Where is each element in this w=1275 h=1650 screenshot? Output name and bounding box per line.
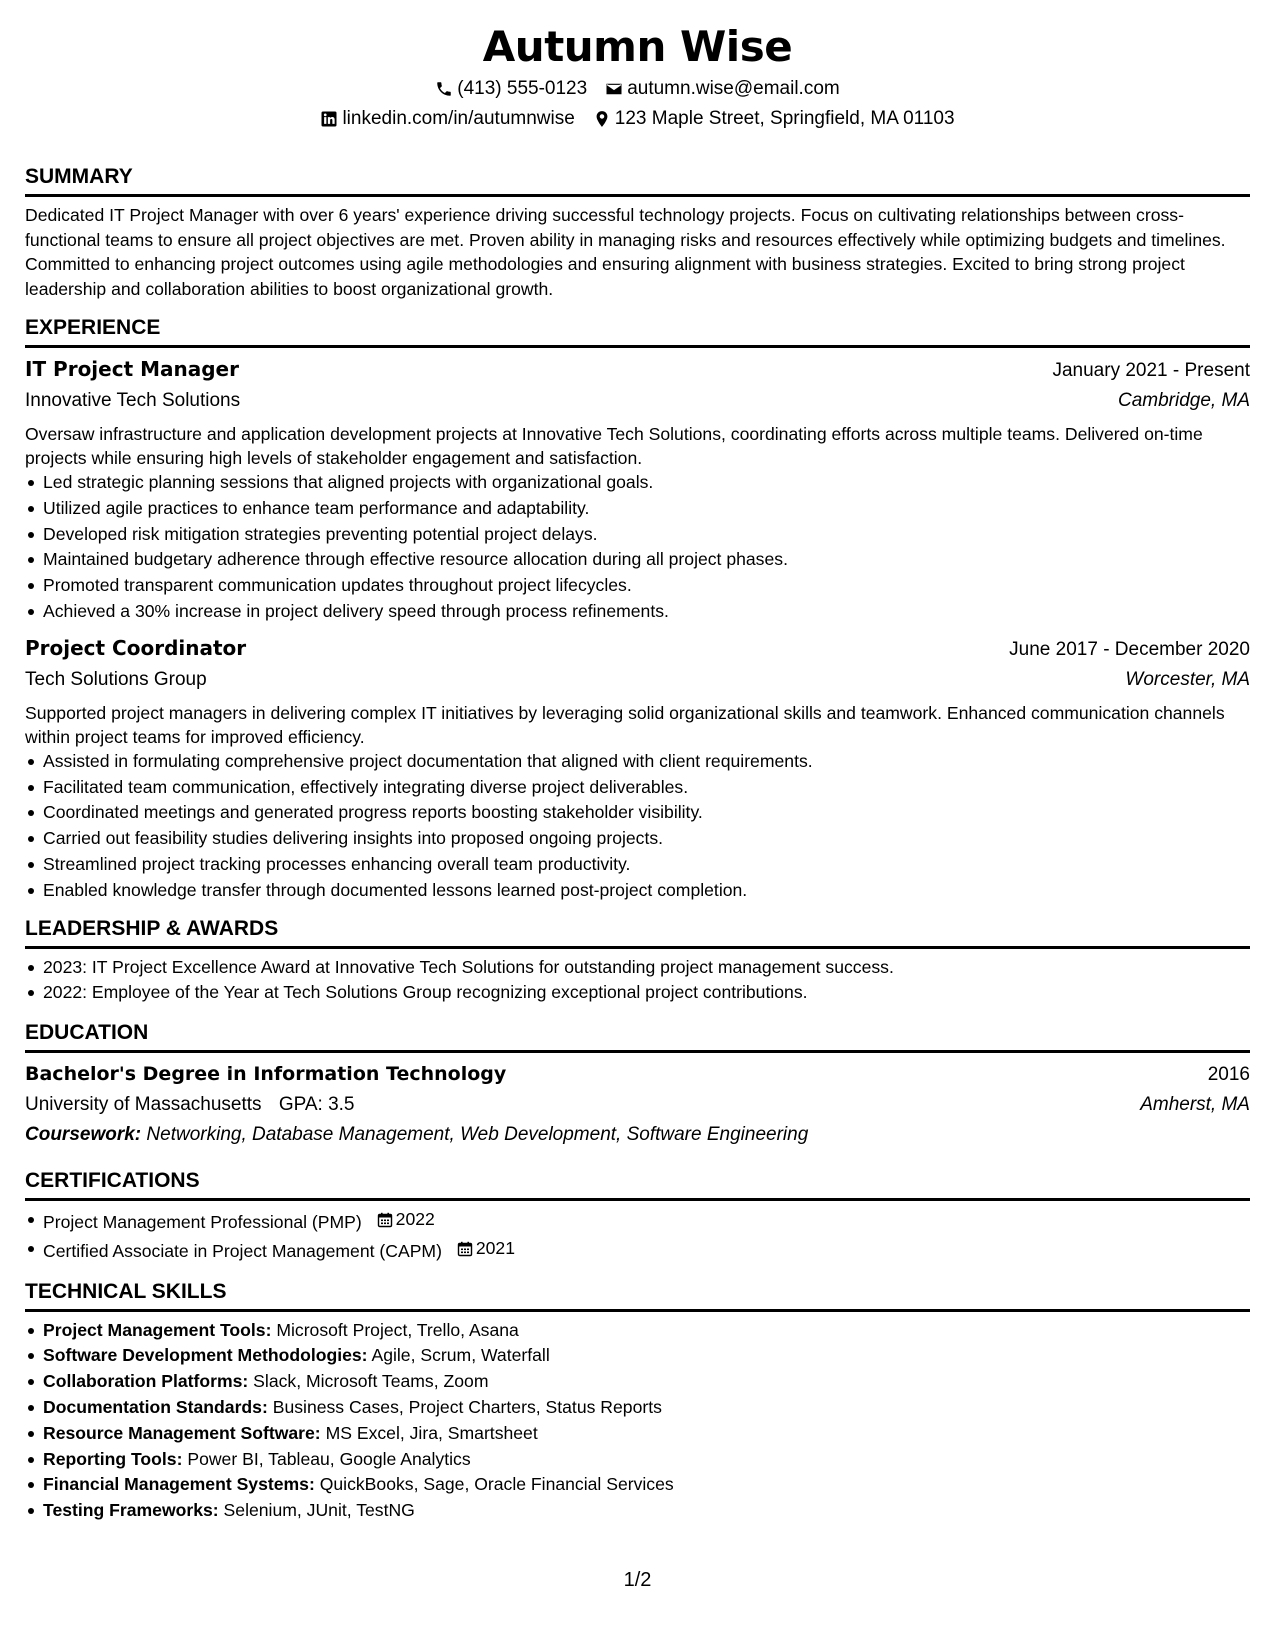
school-location: Amherst, MA [1140,1094,1250,1116]
summary-heading: SUMMARY [25,164,1250,197]
page-number: 1/2 [623,1569,652,1591]
graduation-year: 2016 [1207,1064,1250,1086]
list-item: Facilitated team communication, effectively integrating diverse project deliverables. [43,775,1250,801]
list-item: 2023: IT Project Excellence Award at Innovative Tech Solutions for outstanding project management success. [43,955,1250,981]
contact-row-2 [25,104,1250,134]
school-name: University of Massachusetts [25,1094,262,1116]
list-item [43,1343,1250,1369]
list-item: Promoted transparent communication updates throughout project lifecycles. [43,573,1250,599]
job-bullets [25,470,1250,625]
list-item [43,1207,1250,1236]
job-title-row [25,354,1250,386]
skill-category: Collaboration Platforms: [43,1371,249,1392]
certification-date [457,1236,515,1262]
job-company-row [25,386,1250,416]
list-item [43,1447,1250,1473]
certifications-heading: CERTIFICATIONS [25,1168,1250,1201]
contact-linkedin[interactable] [320,104,574,134]
job-company-row [25,665,1250,695]
job-title-row [25,633,1250,665]
list-item: Carried out feasibility studies delivering insights into proposed ongoing projects. [43,826,1250,852]
job-description: Supported project managers in delivering complex IT initiatives by leveraging solid organizational skills and teamwork. Enhanced communication channels within project teams for improved efficiency. [25,702,1225,747]
resume-page [25,20,1250,1524]
summary-text: Dedicated IT Project Manager with over 6 years' experience driving successful technology projects. Focus on cultivating relationships between cross-functional teams to ensure all project objectives are met. Proven ability in managing risks and resources effectively while optimizing budgets and timelines. Committed to enhancing project outcomes using agile methodologies and ensuring alignment with business strategies. Excited to bring strong project leadership and collaboration abilities to boost organizational growth. [25,205,1226,299]
list-item: Enabled knowledge transfer through documented lessons learned post-project completion. [43,878,1250,904]
degree-name: Bachelor's Degree in Information Technology [25,1063,507,1086]
job-company: Tech Solutions Group [25,668,207,690]
summary-section [25,164,1250,301]
map-marker-icon [593,110,611,128]
job-description: Oversaw infrastructure and application development projects at Innovative Tech Solutions, coordinating efforts across multiple teams. Delivered on-time projects while ensuring high levels of stakeholder engagement and satisfaction. [25,424,1203,468]
awards-heading: LEADERSHIP & AWARDS [25,916,1250,949]
certifications-section [25,1168,1250,1264]
list-item: Achieved a 30% increase in project delivery speed through process refinements. [43,599,1250,625]
certification-name: Project Management Professional (PMP) [43,1212,362,1233]
email-address[interactable]: autumn.wise@email.com [627,78,840,99]
list-item: Streamlined project tracking processes enhancing overall team productivity. [43,852,1250,878]
school-row [25,1090,1250,1120]
list-item [43,1395,1250,1421]
list-item: Led strategic planning sessions that aligned projects with organizational goals. [43,470,1250,496]
skill-category: Resource Management Software: [43,1422,321,1443]
job-title: IT Project Manager [25,357,239,381]
coursework [25,1120,1250,1150]
linkedin-url[interactable]: linkedin.com/in/autumnwise [342,108,575,129]
certification-year: 2021 [475,1237,515,1258]
skill-category: Project Management Tools: [43,1319,272,1340]
job-dates: January 2021 - Present [1052,360,1250,381]
list-item [43,1369,1250,1395]
skills-list [25,1318,1250,1524]
skill-values: Slack, Microsoft Teams, Zoom [253,1371,489,1392]
list-item: Developed risk mitigation strategies preventing potential project delays. [43,522,1250,548]
experience-heading: EXPERIENCE [25,315,1250,348]
contact-row-1 [25,74,1250,104]
skill-category: Testing Frameworks: [43,1500,219,1521]
skill-values: QuickBooks, Sage, Oracle Financial Services [319,1474,674,1495]
skill-category: Software Development Methodologies: [43,1345,368,1366]
certification-name: Certified Associate in Project Management (CAPM) [43,1240,442,1261]
list-item [43,1498,1250,1524]
street-address: 123 Maple Street, Springfield, MA 01103 [614,108,955,129]
job-entry [25,354,1250,625]
skill-category: Reporting Tools: [43,1448,183,1469]
degree-row [25,1059,1250,1090]
education-heading: EDUCATION [25,1020,1250,1053]
skill-category: Documentation Standards: [43,1396,268,1417]
envelope-icon [605,80,623,98]
contact-email[interactable] [605,74,840,104]
skill-values: Business Cases, Project Charters, Status Reports [272,1396,662,1417]
contact-phone [435,74,587,104]
list-item [43,1236,1250,1265]
certification-year: 2022 [395,1209,435,1230]
job-title: Project Coordinator [25,635,247,660]
skills-section [25,1279,1250,1524]
phone-icon [435,80,453,98]
list-item [43,1472,1250,1498]
resume-header [25,20,1250,134]
skill-values: Selenium, JUnit, TestNG [223,1500,415,1521]
calendar-icon [377,1212,393,1228]
skill-values: Microsoft Project, Trello, Asana [276,1319,519,1340]
job-dates: June 2017 - December 2020 [1009,638,1250,660]
job-bullets [25,749,1250,904]
list-item [43,1421,1250,1447]
skill-category: Financial Management Systems: [43,1474,315,1495]
list-item: 2022: Employee of the Year at Tech Solutions Group recognizing exceptional project contributions. [43,980,1250,1006]
list-item [43,1318,1250,1344]
linkedin-icon [320,110,338,128]
job-entry [25,633,1250,904]
skill-values: Power BI, Tableau, Google Analytics [187,1448,471,1469]
awards-list [25,955,1250,1007]
job-location: Cambridge, MA [1118,390,1250,411]
experience-section [25,315,1250,904]
candidate-name: Autumn Wise [482,22,793,71]
list-item: Utilized agile practices to enhance team performance and adaptability. [43,496,1250,522]
coursework-list: Networking, Database Management, Web Development, Software Engineering [146,1124,809,1146]
education-section [25,1020,1250,1150]
coursework-label: Coursework: [25,1124,142,1146]
school-info [25,1090,355,1120]
phone-number: (413) 555-0123 [457,78,588,99]
certifications-list [25,1207,1250,1264]
list-item: Maintained budgetary adherence through effective resource allocation during all project phases. [43,547,1250,573]
job-location: Worcester, MA [1125,668,1250,690]
list-item: Coordinated meetings and generated progress reports boosting stakeholder visibility. [43,800,1250,826]
skill-values: Agile, Scrum, Waterfall [371,1345,550,1366]
list-item: Assisted in formulating comprehensive project documentation that aligned with client requirements. [43,749,1250,775]
skill-values: MS Excel, Jira, Smartsheet [325,1422,538,1443]
skills-heading: TECHNICAL SKILLS [25,1279,1250,1312]
gpa: GPA: 3.5 [278,1094,355,1116]
job-company: Innovative Tech Solutions [25,390,241,411]
certification-date [377,1207,435,1233]
calendar-icon [457,1241,473,1257]
contact-address [593,104,955,134]
awards-section [25,916,1250,1007]
